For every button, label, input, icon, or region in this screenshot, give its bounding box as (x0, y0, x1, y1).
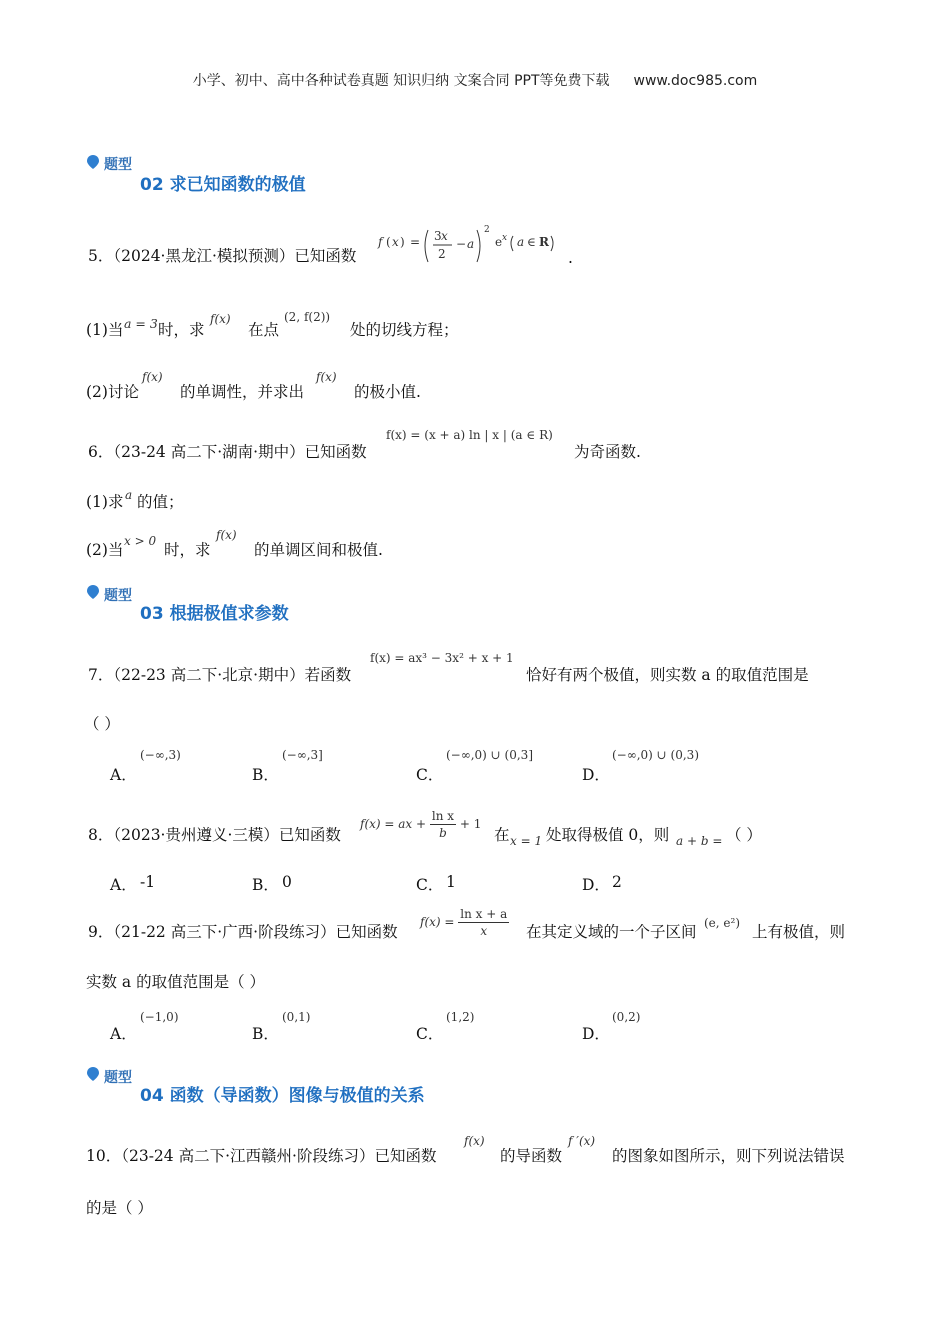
svg-text:a: a (517, 235, 525, 249)
q5-end: . (568, 249, 573, 267)
q7-paren: （ ） (84, 715, 120, 733)
q6-p1-b: 的值； (137, 493, 184, 511)
q6-p2-a: (2)当 (86, 541, 124, 559)
q8-frac-num: ln x (431, 809, 455, 823)
q10-prefix: 10．（23-24 高二下·江西赣州·阶段练习）已知函数 (86, 1147, 437, 1165)
location-pin-icon (85, 1066, 101, 1082)
q5-p1-d: 处的切线方程； (350, 321, 459, 339)
header-site: www.doc985.com (633, 73, 758, 89)
q9-option-b-label: B． (252, 1025, 279, 1043)
q7-option-c-label: C． (416, 766, 444, 784)
q5-math-a3: a = 3 (124, 316, 158, 331)
q8-mid2: 处取得极值 0，则 (546, 826, 670, 844)
q8-fraction (430, 808, 456, 841)
header-text: 小学、初中、高中各种试卷真题 知识归纳 文案合同 PPT等免费下载 (192, 73, 610, 89)
q6-formula: f(x) = (x + a) ln | x | (a ∈ R) (386, 428, 553, 442)
q5-prefix: 5．（2024·黑龙江·模拟预测）已知函数 (88, 247, 357, 265)
svg-text:x: x (392, 235, 399, 249)
q6-p2-c: 的单调区间和极值. (254, 541, 383, 559)
q10-mid: 的导函数 (500, 1147, 563, 1165)
q8-formula-left: f(x) = ax + (360, 817, 427, 831)
q7-option-c-value: (−∞,0) ∪ (0,3] (446, 748, 533, 762)
svg-text:f: f (378, 235, 383, 249)
section-title-04: 04 函数（导函数）图像与极值的关系 (140, 1086, 425, 1106)
q8-option-c-label: C． (416, 876, 444, 894)
q8-option-a-value: -1 (140, 873, 156, 891)
q8-formula (360, 808, 481, 841)
q9-fraction (458, 906, 509, 939)
svg-text:=: = (410, 235, 421, 249)
svg-text:∈: ∈ (527, 235, 536, 249)
q9-prefix: 9．（21-22 高三下·广西·阶段练习）已知函数 (88, 923, 398, 941)
q7-suffix: 恰好有两个极值，则实数 a 的取值范围是 (526, 666, 809, 684)
q10-f: f(x) (464, 1134, 485, 1148)
q8-option-a-label: A． (110, 876, 137, 894)
svg-text:2: 2 (484, 225, 490, 235)
q9-mid: 在其定义域的一个子区间 (526, 923, 697, 941)
q8-prefix: 8．（2023·贵州遵义·三模）已知函数 (88, 826, 341, 844)
section-title-03: 03 根据极值求参数 (140, 604, 289, 624)
q6-math-x: x > 0 (124, 534, 157, 548)
q8-option-c-value: 1 (446, 873, 456, 891)
location-pin-icon (85, 154, 101, 170)
q6-math-f: f(x) (216, 528, 237, 542)
q7-option-d-label: D． (582, 766, 610, 784)
q6-p1-a: (1)求 (86, 493, 124, 511)
svg-text:(: ( (386, 235, 391, 249)
q5-p2-b: 的单调性，并求出 (180, 383, 305, 401)
q7-formula: f(x) = ax³ − 3x² + x + 1 (370, 651, 514, 665)
q9-frac-den: x (480, 924, 488, 938)
q8-formula-right: + 1 (459, 817, 482, 831)
q9-interval: (e, e²) (704, 916, 741, 930)
q9-formula (420, 906, 509, 939)
section-tag-04: 题型 (104, 1070, 132, 1086)
q9-line2: 实数 a 的取值范围是（ ） (86, 973, 266, 991)
q5-p1-c: 在点 (248, 321, 280, 339)
q5-formula (376, 224, 572, 270)
q6-p2-b: 时，求 (164, 541, 211, 559)
q10-suffix: 的图象如图所示，则下列说法错误 (612, 1147, 845, 1165)
section-tag-03: 题型 (104, 588, 132, 604)
q9-formula-left: f(x) = (420, 915, 455, 929)
q9-option-d-value: (0,2) (612, 1010, 641, 1024)
q9-option-b-value: (0,1) (282, 1010, 311, 1024)
svg-text:a: a (467, 237, 475, 251)
q8-option-b-value: 0 (282, 873, 292, 891)
q8-ab: a + b = (676, 834, 723, 848)
q5-math-pt: (2, f(2)) (284, 310, 331, 324)
q6-suffix: 为奇函数. (574, 443, 641, 461)
q8-frac-den: b (439, 826, 447, 840)
svg-text:−: − (456, 237, 467, 251)
q10-fp: f ′(x) (568, 1134, 596, 1148)
q5-p2-c: 的极小值. (354, 383, 421, 401)
svg-text:): ) (400, 235, 405, 249)
q8-option-d-value: 2 (612, 873, 622, 891)
q7-option-a-label: A． (110, 766, 137, 784)
svg-text:x: x (502, 233, 508, 243)
q5-math-f3: f(x) (316, 370, 337, 384)
svg-text:x: x (441, 229, 448, 243)
page-header (0, 70, 950, 90)
q7-option-d-value: (−∞,0) ∪ (0,3) (612, 748, 699, 762)
section-tag-02: 题型 (104, 157, 132, 173)
q5-math-f1: f(x) (210, 312, 231, 326)
q5-p2-a: (2)讨论 (86, 383, 139, 401)
svg-text:R: R (539, 235, 549, 249)
q8-paren: （ ） (726, 826, 762, 844)
q7-prefix: 7．（22-23 高二下·北京·期中）若函数 (88, 666, 352, 684)
svg-text:2: 2 (438, 247, 446, 261)
q5-p1-a: (1)当 (86, 321, 124, 339)
q7-option-b-value: (−∞,3] (282, 748, 323, 762)
q8-mid: 在 (494, 826, 510, 844)
q8-option-b-label: B． (252, 876, 279, 894)
location-pin-icon (85, 584, 101, 600)
q8-option-d-label: D． (582, 876, 610, 894)
svg-text:e: e (495, 235, 503, 249)
q8-x1: x = 1 (510, 834, 543, 848)
svg-text:3: 3 (434, 229, 442, 243)
q6-prefix: 6．（23-24 高二下·湖南·期中）已知函数 (88, 443, 367, 461)
q9-option-c-value: (1,2) (446, 1010, 475, 1024)
q7-option-b-label: B． (252, 766, 279, 784)
q10-line2: 的是（ ） (86, 1199, 153, 1217)
q9-suffix: 上有极值，则 (752, 923, 846, 941)
q9-option-a-label: A． (110, 1025, 137, 1043)
q9-frac-num: ln x + a (460, 907, 508, 921)
q9-option-c-label: C． (416, 1025, 444, 1043)
section-title-02: 02 求已知函数的极值 (140, 175, 306, 195)
q9-option-a-value: (−1,0) (140, 1010, 179, 1024)
q5-math-f2: f(x) (142, 370, 163, 384)
q6-math-a: a (125, 488, 133, 502)
q9-option-d-label: D． (582, 1025, 610, 1043)
q7-option-a-value: (−∞,3) (140, 748, 181, 762)
q5-p1-b: 时，求 (158, 321, 205, 339)
